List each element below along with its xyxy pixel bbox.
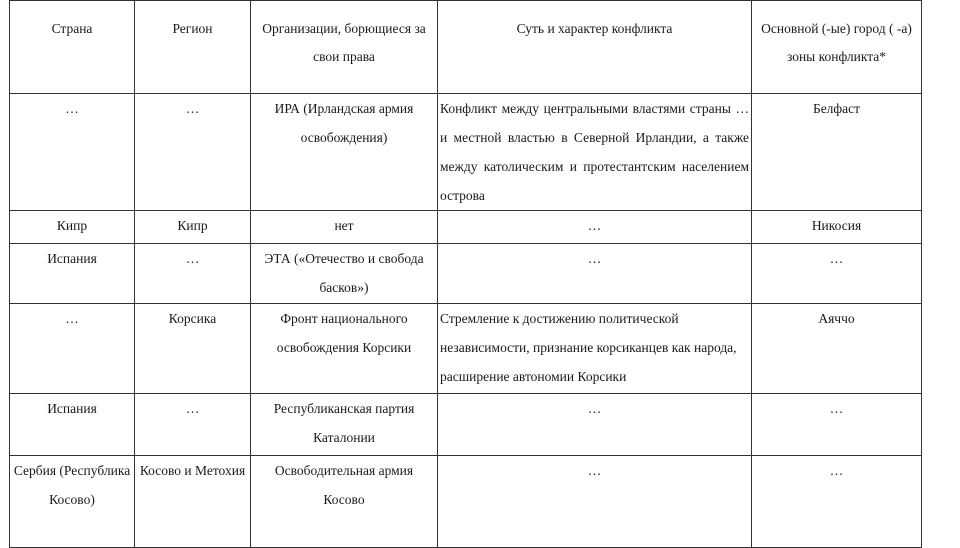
cell-organization: нет	[251, 211, 438, 244]
cell-city: …	[752, 394, 922, 456]
table-row	[10, 244, 922, 304]
header-organizations: Организации, борющиеся за свои права	[251, 1, 438, 94]
cell-city: Белфаст	[752, 94, 922, 211]
cell-city: …	[752, 456, 922, 548]
table-row	[10, 211, 922, 244]
header-country: Страна	[10, 1, 135, 94]
cell-organization: ИРА (Ирландская армия освобождения)	[251, 94, 438, 211]
cell-conflict: …	[438, 456, 752, 548]
cell-region: Косово и Метохия	[135, 456, 251, 548]
cell-conflict: …	[438, 211, 752, 244]
cell-region: Корсика	[135, 304, 251, 394]
cell-organization: Республиканская партия Каталонии	[251, 394, 438, 456]
cell-organization: Фронт национального освобождения Корсики	[251, 304, 438, 394]
cell-region: …	[135, 244, 251, 304]
conflicts-table	[9, 0, 922, 548]
header-region: Регион	[135, 1, 251, 94]
cell-region: …	[135, 394, 251, 456]
cell-organization: Освободительная армия Косово	[251, 456, 438, 548]
cell-country: Испания	[10, 394, 135, 456]
table-header-row	[10, 1, 922, 94]
cell-conflict: …	[438, 244, 752, 304]
header-main-city: Основной (-ые) город ( -а) зоны конфликта*	[752, 1, 922, 94]
cell-city: Аяччо	[752, 304, 922, 394]
cell-region: Кипр	[135, 211, 251, 244]
cell-conflict: Стремление к достижению политической независимости, признание корсиканцев как народа, расширение автономии Корсики	[438, 304, 752, 394]
cell-country: …	[10, 94, 135, 211]
cell-country: Кипр	[10, 211, 135, 244]
table-row	[10, 94, 922, 211]
cell-city: …	[752, 244, 922, 304]
cell-country: …	[10, 304, 135, 394]
header-conflict-nature: Суть и характер конфликта	[438, 1, 752, 94]
cell-conflict: …	[438, 394, 752, 456]
table-row	[10, 456, 922, 548]
cell-city: Никосия	[752, 211, 922, 244]
cell-conflict: Конфликт между центральными властями страны … и местной властью в Северной Ирландии, а также между католическим и протестантским населением острова	[438, 94, 752, 211]
cell-country: Сербия (Республика Косово)	[10, 456, 135, 548]
table-row	[10, 304, 922, 394]
table-row	[10, 394, 922, 456]
cell-organization: ЭТА («Отечество и свобода басков»)	[251, 244, 438, 304]
cell-region: …	[135, 94, 251, 211]
cell-country: Испания	[10, 244, 135, 304]
